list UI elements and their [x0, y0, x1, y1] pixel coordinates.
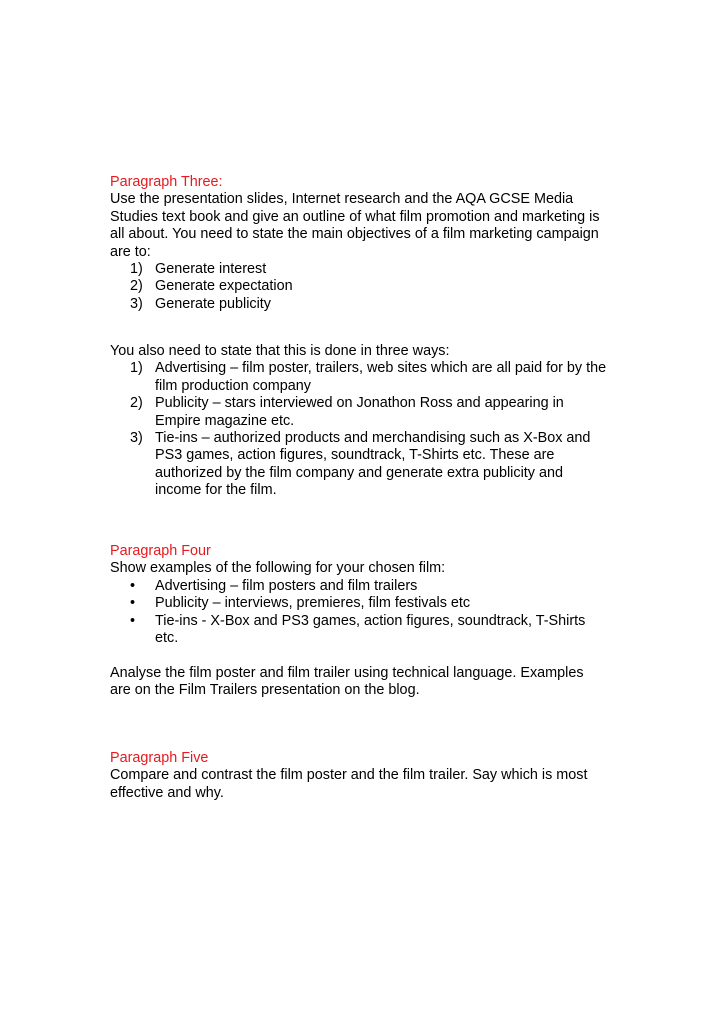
list-number: 3) — [130, 430, 143, 447]
paragraph-three-text-line: Studies text book and give an outline of what film promotion and marketing is — [110, 208, 600, 225]
list-item — [110, 595, 630, 612]
bullet-icon: • — [130, 595, 136, 612]
list-number: 1) — [130, 261, 143, 278]
list-item-text: Empire magazine etc. — [155, 412, 295, 429]
analyse-text-line: Analyse the film poster and film trailer using technical language. Examples — [110, 665, 584, 681]
list-item — [110, 360, 630, 395]
list-item-text: film production company — [155, 377, 311, 394]
list-item-text: income for the film. — [155, 482, 277, 499]
list-item — [110, 395, 630, 430]
list-item-text: PS3 games, action figures, soundtrack, T-Shirts etc. These are — [155, 447, 555, 464]
paragraph-three-text-line: are to: — [110, 243, 151, 260]
analyse-section — [110, 665, 630, 700]
list-item — [110, 613, 630, 648]
list-item — [110, 430, 630, 500]
list-item — [110, 278, 630, 295]
paragraph-three-section — [110, 174, 630, 313]
paragraph-five-section — [110, 750, 630, 802]
list-number: 3) — [130, 295, 143, 312]
paragraph-five-text-line: effective and why. — [110, 784, 224, 801]
list-item-text: Publicity – stars interviewed on Jonathon Ross and appearing in — [155, 395, 564, 412]
bullet-icon: • — [130, 612, 136, 629]
list-number: 2) — [130, 395, 143, 412]
objectives-list — [110, 261, 630, 313]
list-item-text: Generate interest — [155, 261, 267, 278]
list-item-text: Tie-ins – authorized products and merchandising such as X-Box and — [155, 430, 591, 447]
paragraph-four-heading: Paragraph Four — [110, 543, 211, 559]
paragraph-five-text-line: Compare and contrast the film poster and the film trailer. Say which is most — [110, 767, 588, 784]
paragraph-four-intro: Show examples of the following for your chosen film: — [110, 560, 446, 577]
paragraph-five-heading: Paragraph Five — [110, 750, 209, 766]
list-item-text: Advertising – film posters and film trailers — [155, 577, 418, 594]
list-item-text: Generate expectation — [155, 278, 293, 295]
list-item-text: authorized by the film company and generate extra publicity and — [155, 464, 563, 481]
paragraph-three-heading: Paragraph Three: — [110, 174, 223, 190]
list-item-text: Generate publicity — [155, 295, 271, 312]
list-item-text: etc. — [155, 630, 179, 647]
paragraph-four-section — [110, 543, 630, 647]
analyse-text-line: are on the Film Trailers presentation on the blog. — [110, 682, 420, 699]
list-item — [110, 261, 630, 278]
list-number: 2) — [130, 278, 143, 295]
list-number: 1) — [130, 360, 143, 377]
examples-bullet-list — [110, 578, 630, 648]
list-item — [110, 578, 630, 595]
list-item-text: Publicity – interviews, premieres, film festivals etc — [155, 595, 471, 612]
list-item-text: Advertising – film poster, trailers, web sites which are all paid for by the — [155, 360, 607, 377]
list-item-text: Tie-ins - X-Box and PS3 games, action figures, soundtrack, T-Shirts — [155, 612, 586, 629]
three-ways-intro: You also need to state that this is done in three ways: — [110, 343, 450, 359]
bullet-icon: • — [130, 577, 136, 594]
paragraph-three-text-line: Use the presentation slides, Internet research and the AQA GCSE Media — [110, 191, 574, 208]
paragraph-three-text-line: all about. You need to state the main objectives of a film marketing campaign — [110, 226, 599, 243]
ways-list — [110, 360, 630, 499]
three-ways-section — [110, 343, 630, 500]
list-item — [110, 296, 630, 313]
